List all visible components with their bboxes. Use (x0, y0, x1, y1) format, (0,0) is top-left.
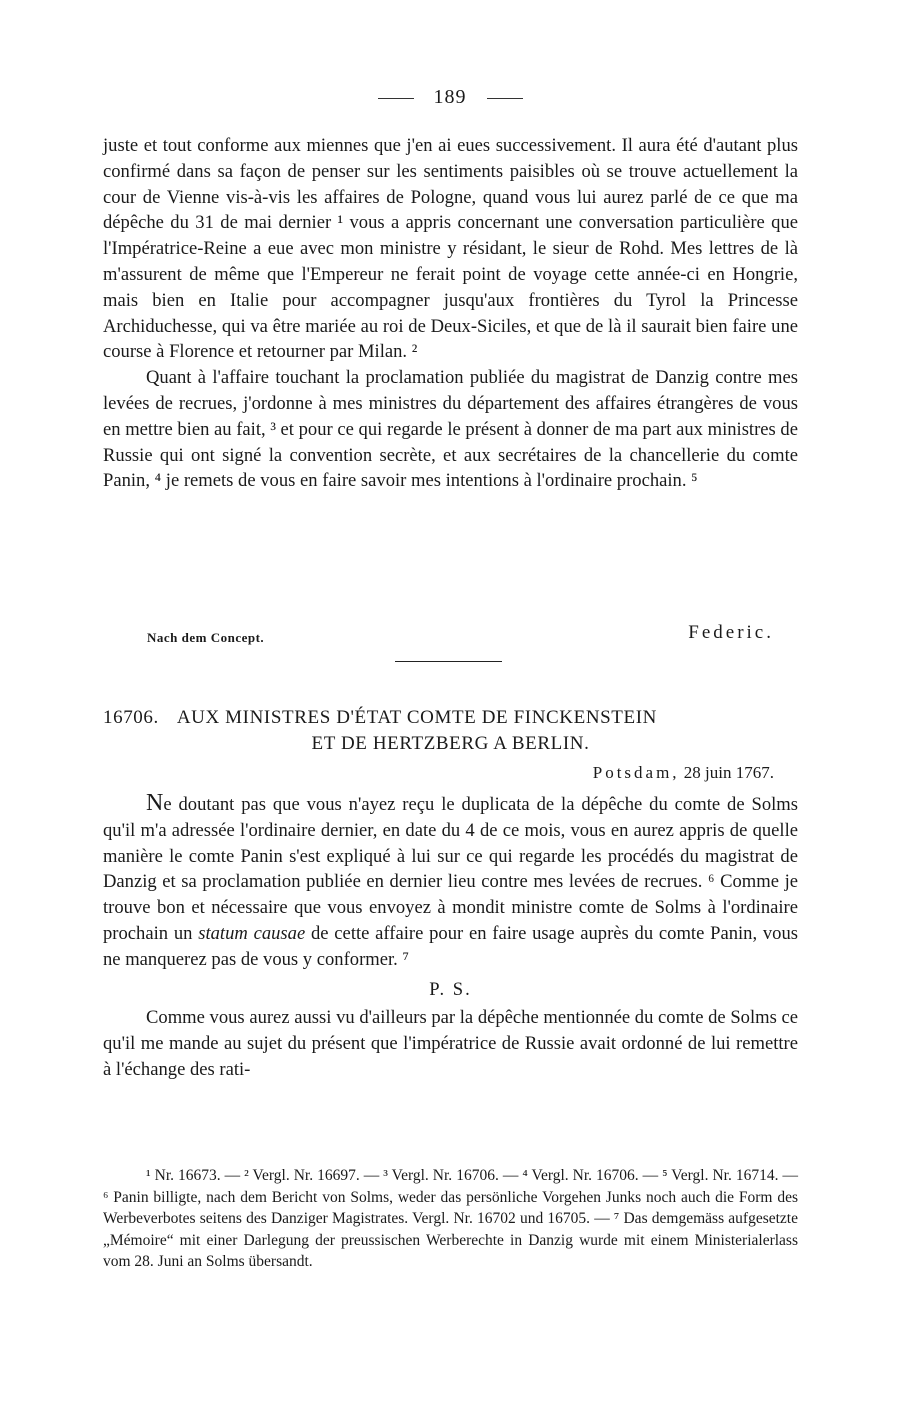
header-dash-left (378, 98, 414, 99)
postscript-text: Comme vous aurez aussi vu d'ailleurs par la dépêche mentionnée du comte de Solms ce qu'il me mande au sujet du présent que l'impératrice de Russie avait ordonné de lui remettre à l'échange des rati- (103, 1007, 798, 1080)
signature: Federic. (688, 622, 774, 643)
section-divider (395, 661, 502, 662)
drop-cap: N (146, 790, 164, 816)
source-note: Nach dem Concept. (147, 630, 265, 645)
dateline (593, 763, 774, 783)
document-number: 16706. (103, 707, 159, 728)
page-header (0, 86, 900, 109)
letter-continuation (103, 133, 798, 494)
dateline-date: 28 juin 1767. (683, 763, 774, 782)
postscript-label: P. S. (429, 978, 472, 1000)
footnotes (103, 1165, 798, 1273)
letter-body (103, 791, 798, 1083)
document-title-line2: ET DE HERTZBERG A BERLIN. (311, 733, 590, 754)
paragraph-text: e doutant pas que vous n'ayez reçu le duplicata de la dépêche du comte de Solms qu'il m'a adressée l'ordinaire dernier, en date du 4 de ce mois, vous en aurez appris de quelle manière le comte Panin s'est expliqué à lui sur ce qui regarde les procédés du magistrat de Danzig et sa proclamation publiée en dernier lieu contre mes levées de recrues. ⁶ Comme je trouve bon et nécessaire que vous envoyez à mondit ministre comte de Solms à l'ordinaire prochain un (103, 794, 798, 944)
footnote-text: ¹ Nr. 16673. — ² Vergl. Nr. 16697. — ³ Vergl. Nr. 16706. — ⁴ Vergl. Nr. 16706. — ⁵ Vergl. Nr. 16714. — ⁶ Panin billigte, nach dem Bericht von Solms, weder das persönliche Vorgehen Junks noch auch die Form des Werbeverbotes seitens des Danziger Magistrates. Vergl. Nr. 16702 und 16705. — ⁷ Das demgemäss aufgesetzte „Mémoire“ mit einer Darlegung der preussischen Werberechte in Danzig wurde mit einem Ministerialerlass vom 28. Juni an Solms übersandt. (103, 1167, 798, 1271)
page-number: 189 (433, 86, 467, 108)
italic-term: statum causae (198, 922, 306, 944)
paragraph (103, 791, 798, 973)
signature-row (103, 620, 798, 650)
paragraph: Quant à l'affaire touchant la proclamation publiée du magistrat de Danzig contre mes levées de recrues, j'ordonne à mes ministres du département des affaires étrangères de vous en mettre bien au fait, ³ et pour ce qui regarde le présent à donner de ma part aux ministres de Russie qui ont signé la convention secrète, et aux secrétaires de la chancellerie du comte Panin, ⁴ je remets de vous en faire savoir mes intentions à l'ordinaire prochain. ⁵ (103, 367, 798, 492)
document-title-line1: AUX MINISTRES D'ÉTAT COMTE DE FINCKENSTEIN (176, 707, 657, 728)
dateline-place: Potsdam, (592, 763, 680, 782)
paragraph: juste et tout conforme aux miennes que j'en ai eues successivement. Il aura été d'autant plus confirmé dans sa façon de penser sur les sentiments paisibles où se trouve actuellement la cour de Vienne vis-à-vis les affaires de Pologne, quand vous lui aurez parlé de ce que ma dépêche du 31 de mai dernier ¹ vous a appris concernant une conversation particulière que l'Impératrice-Reine a eue avec mon ministre y résidant, le sieur de Rohd. Mes lettres de là m'assurent de même que l'Empereur ne ferait point de voyage cette année-ci en Hongrie, mais bien en Italie pour accompagner jusqu'aux frontières du Tyrol la Princesse Archiduchesse, qui va être mariée au roi de Deux-Siciles, et que de là il saurait bien faire une course à Florence et retourner par Milan. ² (103, 135, 798, 363)
header-dash-right (487, 98, 523, 99)
document-heading (103, 705, 798, 757)
paragraph-text-end: de cette affaire pour en faire usage auprès du comte Panin, vous ne manquerez pas de vous y conformer. ⁷ (103, 922, 798, 970)
